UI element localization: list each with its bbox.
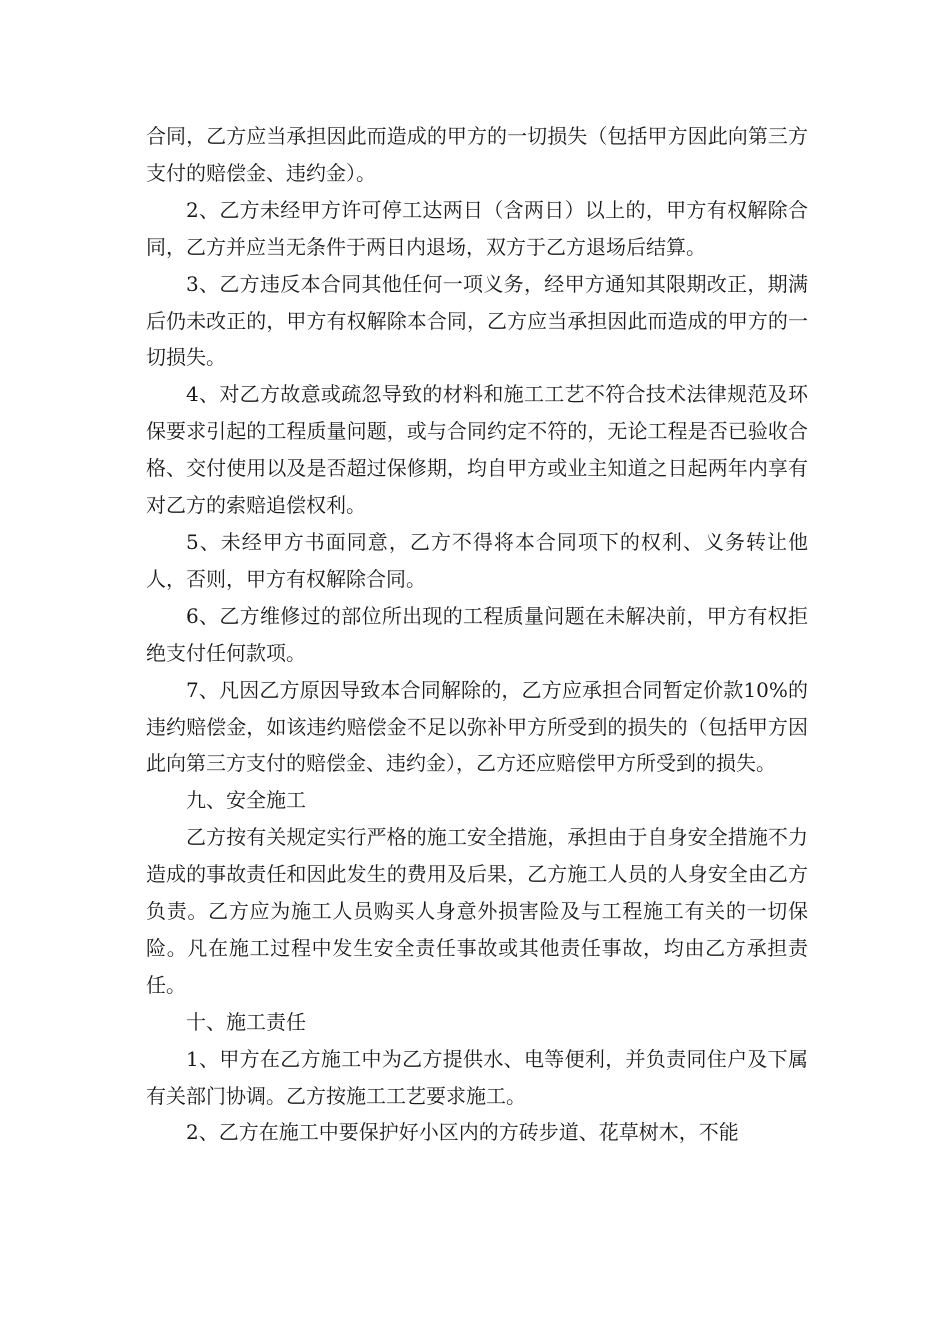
paragraph-clause-5: 5、未经甲方书面同意，乙方不得将本合同项下的权利、义务转让他人，否则，甲方有权解除合同。 — [146, 529, 808, 591]
section-heading-responsibility: 十、施工责任 — [186, 1009, 306, 1034]
paragraph-responsibility-1: 1、甲方在乙方施工中为乙方提供水、电等便利，并负责同住户及下属有关部门协调。乙方按施工工艺要求施工。 — [146, 1046, 808, 1108]
section-heading-safety: 九、安全施工 — [186, 788, 306, 813]
paragraph-clause-7: 7、凡因乙方原因导致本合同解除的，乙方应承担合同暂定价款10%的违约赔偿金，如该违约赔偿金不足以弥补甲方所受到的损失的（包括甲方因此向第三方支付的赔偿金、违约金），乙方还应赔偿甲方所受到的损失。 — [146, 677, 808, 776]
paragraph-clause-2: 2、乙方未经甲方许可停工达两日（含两日）以上的，甲方有权解除合同，乙方并应当无条件于两日内退场，双方于乙方退场后结算。 — [146, 197, 808, 259]
paragraph-responsibility-2: 2、乙方在施工中要保护好小区内的方砖步道、花草树木，不能 — [186, 1120, 739, 1145]
paragraph-safety: 乙方按有关规定实行严格的施工安全措施，承担由于自身安全措施不力造成的事故责任和因此发生的费用及后果，乙方施工人员的人身安全由乙方负责。乙方应为施工人员购买人身意外损害险及与工程施工有关的一切保险。凡在施工过程中发生安全责任事故或其他责任事故，均由乙方承担责任。 — [146, 825, 808, 997]
paragraph-continued: 合同，乙方应当承担因此而造成的甲方的一切损失（包括甲方因此向第三方支付的赔偿金、违约金）。 — [146, 124, 808, 185]
paragraph-clause-6: 6、乙方维修过的部位所出现的工程质量问题在未解决前，甲方有权拒绝支付任何款项。 — [146, 603, 808, 665]
paragraph-clause-3: 3、乙方违反本合同其他任何一项义务，经甲方通知其限期改正，期满后仍未改正的，甲方有权解除本合同，乙方应当承担因此而造成的甲方的一切损失。 — [146, 271, 808, 370]
paragraph-clause-4: 4、对乙方故意或疏忽导致的材料和施工工艺不符合技术法律规范及环保要求引起的工程质量问题，或与合同约定不符的，无论工程是否已验收合格、交付使用以及是否超过保修期，均自甲方或业主知道之日起两年内享有对乙方的索赔追偿权利。 — [146, 382, 808, 518]
document-body — [146, 118, 808, 1151]
